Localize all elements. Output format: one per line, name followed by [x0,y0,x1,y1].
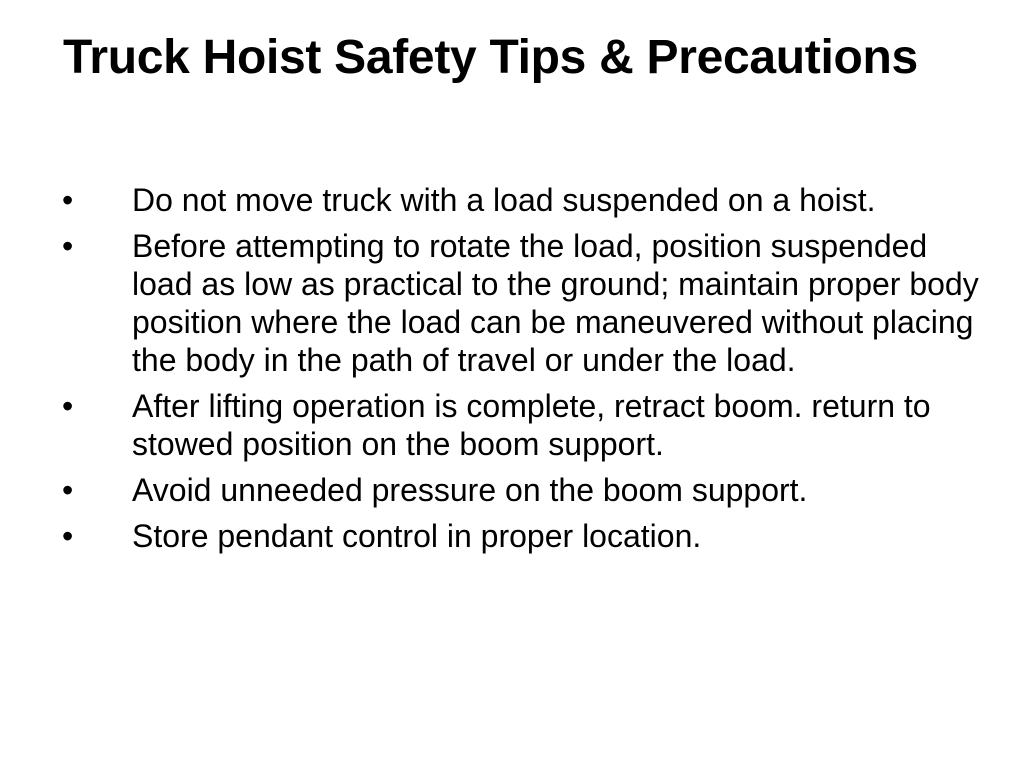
bullet-text: Avoid unneeded pressure on the boom support. [132,472,808,508]
bullet-text: Store pendant control in proper location. [132,518,702,554]
bullet-item [60,471,980,509]
bullet-item [60,227,980,379]
bullet-item [60,387,980,463]
bullet-marker: • [62,228,74,264]
bullet-marker: • [62,472,74,508]
bullet-marker: • [62,182,74,218]
slide-title: Truck Hoist Safety Tips & Precautions [63,31,918,84]
bullet-text: After lifting operation is complete, retract boom. return to stowed position on the boom support. [132,388,931,462]
bullet-text: Do not move truck with a load suspended on a hoist. [132,182,876,218]
bullet-text: Before attempting to rotate the load, position suspended load as low as practical to the ground; maintain proper body position where the load can be maneuvered without placing the body in the path of travel or under the load. [132,228,979,378]
bullet-item [60,517,980,555]
bullet-list [60,181,980,563]
bullet-marker: • [62,388,74,424]
bullet-item [60,181,980,219]
bullet-marker: • [62,518,74,554]
